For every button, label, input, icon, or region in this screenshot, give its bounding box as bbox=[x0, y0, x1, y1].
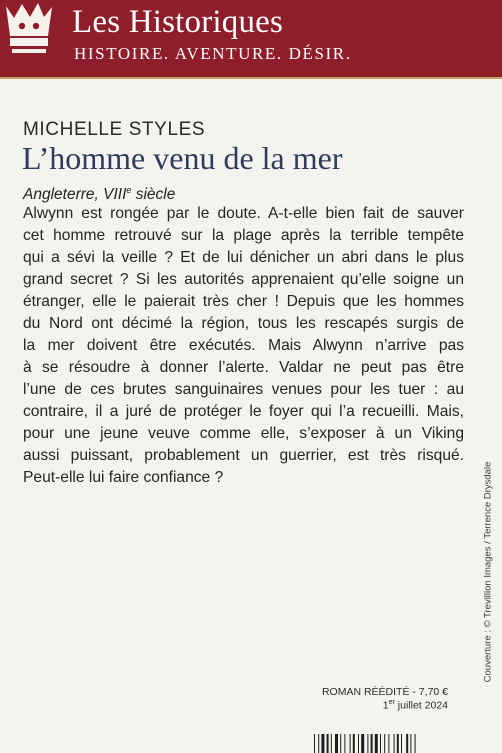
barcode-bar bbox=[331, 734, 332, 753]
blurb-line: contraire, il a juré de protéger le foyer qui l’a recueilli. Mais, bbox=[23, 403, 464, 420]
setting-century-suffix: e bbox=[126, 185, 132, 195]
barcode-bar bbox=[394, 734, 395, 753]
blurb-line: aussi puissant, probablement un guerrier, est très risqué. bbox=[23, 447, 464, 464]
barcode-bar bbox=[375, 734, 378, 753]
barcode-bar bbox=[358, 734, 359, 753]
release-date bbox=[383, 699, 448, 712]
cover-credit: Couverture : © Trevillion Images / Terrence Drysdale bbox=[482, 461, 494, 683]
barcode-bar bbox=[410, 734, 411, 753]
header-divider bbox=[0, 77, 502, 79]
book-title: L’homme venu de la mer bbox=[22, 140, 343, 176]
barcode-bar bbox=[367, 734, 368, 753]
barcode-bar bbox=[350, 734, 351, 753]
barcode bbox=[314, 734, 450, 753]
blurb-line: à se résoudre à donner l’alerte. Valdar ne peut pas être bbox=[23, 359, 464, 376]
blurb-line: qui a sévi la veille ? Et de lui dénicher un abri dans le plus bbox=[23, 249, 464, 266]
blurb-line: du Nord ont décimé la région, tous les rescapés surgis de bbox=[23, 315, 464, 332]
blurb-line: pour une jeune veuve comme elle, s’exposer à un Viking bbox=[23, 425, 464, 442]
header-banner bbox=[0, 0, 502, 77]
setting-word: siècle bbox=[131, 186, 176, 204]
barcode-bar bbox=[335, 734, 338, 753]
barcode-bar bbox=[384, 734, 385, 753]
barcode-bar bbox=[406, 734, 408, 753]
barcode-bar bbox=[353, 734, 355, 753]
barcode-bar bbox=[321, 734, 324, 753]
barcode-bar bbox=[388, 734, 389, 753]
release-date-suffix: er bbox=[388, 699, 395, 706]
blurb-text bbox=[23, 203, 464, 489]
barcode-bar bbox=[340, 734, 341, 753]
blurb-line: Alwynn est rongée par le doute. A-t-elle bien fait de sauver bbox=[23, 205, 464, 222]
barcode-bar bbox=[361, 734, 364, 753]
barcode-bar bbox=[314, 734, 315, 753]
blurb-line: cet homme retrouvé sur la plage après la terrible tempête bbox=[23, 227, 464, 244]
barcode-bar bbox=[371, 734, 373, 753]
barcode-bar bbox=[401, 734, 402, 753]
series-name: Les Historiques bbox=[72, 4, 284, 40]
blurb-line: l’une de ces brutes sanguinaires venues pour les tuer : au bbox=[23, 381, 464, 398]
series-tagline: HISTOIRE. AVENTURE. DÉSIR. bbox=[74, 44, 352, 63]
setting-line bbox=[23, 185, 175, 204]
blurb-line: étranger, elle le paierait très cher ! Depuis que les hommes bbox=[23, 293, 464, 310]
barcode-bar bbox=[318, 734, 319, 753]
barcode-bar bbox=[344, 734, 345, 753]
crown-icon bbox=[0, 0, 56, 62]
blurb-line: la mer doivent être exécutés. Mais Alwynn n’arrive pas bbox=[23, 337, 464, 354]
barcode-bar bbox=[397, 734, 399, 753]
blurb-line: grand secret ? Si les autorités apprenaient qu’elle soigne un bbox=[23, 271, 464, 288]
price-label: ROMAN RÉÉDITÉ - 7,70 € bbox=[321, 686, 448, 698]
release-date-rest: juillet 2024 bbox=[394, 699, 448, 712]
barcode-bar bbox=[415, 734, 416, 753]
author-name: MICHELLE STYLES bbox=[23, 119, 206, 140]
setting-place: Angleterre, VIII bbox=[23, 186, 127, 204]
blurb-line: Peut-elle lui faire confiance ? bbox=[23, 469, 224, 486]
release-date-day: 1 bbox=[382, 699, 389, 712]
barcode-bar bbox=[380, 734, 381, 753]
barcode-bar bbox=[327, 734, 329, 753]
